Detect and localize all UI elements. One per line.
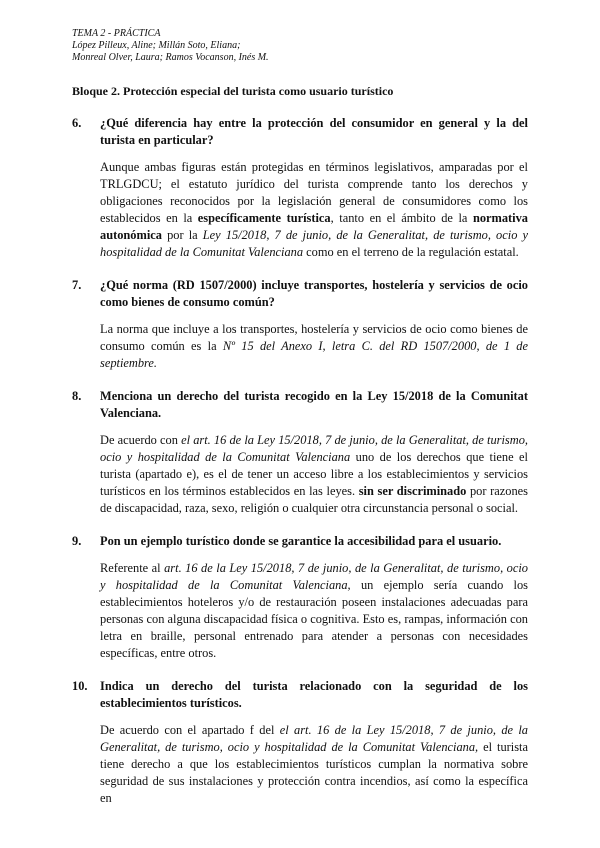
- question-text: ¿Qué diferencia hay entre la protección del consumidor en general y la del turista en particular?: [100, 116, 528, 147]
- answer-text: , tanto en el ámbito de la: [330, 211, 473, 225]
- question-10: [72, 678, 528, 712]
- question-text: Indica un derecho del turista relacionado con la seguridad de los establecimientos turísticos.: [100, 679, 528, 710]
- answer-text: por la: [161, 228, 203, 242]
- answer-citation: Nº 15 del Anexo I, letra C. del RD 1507/2000, de 1 de septiembre.: [100, 339, 528, 370]
- question-6: [72, 115, 528, 149]
- document-header: [72, 28, 528, 64]
- answer-citation: art. 16 de la Ley 15/2018, 7 de junio, de la Generalitat, de turismo, ocio y hospitalidad de la Comunitat Valenciana,: [100, 561, 528, 592]
- answer-text: como en el terreno de la regulación estatal.: [303, 245, 519, 259]
- question-text: ¿Qué norma (RD 1507/2000) incluye transportes, hostelería y servicios de ocio como bienes de consumo común?: [100, 278, 528, 309]
- answer-9: [100, 560, 528, 662]
- answer-text: De acuerdo con: [100, 433, 182, 447]
- block-title: Bloque 2. Protección especial del turista como usuario turístico: [72, 84, 394, 98]
- answer-citation: el art. 16 de la Ley 15/2018, 7 de junio, de la Generalitat, de turismo, ocio y hospitalidad de la Comunitat Valenciana,: [100, 723, 528, 754]
- answer-text: Aunque ambas figuras están protegidas en términos legislativos, amparadas por el TRLGDCU; el estatuto jurídico del turista comprende tanto los derechos y obligaciones reconocidos por la legislación general de consumidores como los establecidos en la: [100, 160, 528, 225]
- question-8: [72, 388, 528, 422]
- answer-text: un ejemplo sería cuando los establecimientos hoteleros y/o de restauración poseen instalaciones adecuadas para personas con alguna discapacidad física o cognitiva. Esto es, rampas, información con letra en braille, personal entrenado para atender a personas con necesidades específicas, entre otros.: [100, 578, 528, 660]
- answer-text: La norma que incluye a los transportes, hostelería y servicios de ocio como bienes de consumo común es la: [100, 322, 528, 353]
- answer-6: [100, 159, 528, 261]
- answer-10: [100, 722, 528, 807]
- answer-citation: Ley 15/2018, 7 de junio, de la Generalitat, de turismo, ocio y hospitalidad de la Comunitat Valenciana: [100, 228, 528, 259]
- question-number: 6.: [72, 116, 82, 130]
- answer-citation: el art. 16 de la Ley 15/2018, 7 de junio, de la Generalitat, de turismo, ocio y hospitalidad de la Comunitat Valenciana: [100, 433, 529, 464]
- header-title: TEMA 2 - PRÁCTICA: [72, 28, 161, 39]
- answer-text: uno de los derechos que tiene el turista (apartado e), es el de tener un acceso libre a los establecimientos y servicios turísticos en los términos establecidos en las leyes.: [100, 450, 528, 498]
- header-authors-2: Monreal Olver, Laura; Ramos Vocanson, Inés M.: [72, 52, 269, 63]
- question-number: 9.: [72, 534, 82, 548]
- answer-7: [100, 321, 528, 372]
- answer-bold: normativa autonómica: [100, 211, 528, 242]
- header-authors-1: López Pilleux, Aline; Millán Soto, Eliana;: [72, 40, 241, 51]
- answer-bold: sin ser discriminado: [358, 484, 467, 498]
- question-number: 8.: [72, 389, 82, 403]
- question-9: [72, 533, 528, 550]
- answer-bold: específicamente turística: [197, 211, 331, 225]
- answer-text: De acuerdo con el apartado f del: [100, 723, 280, 737]
- question-number: 7.: [72, 278, 82, 292]
- answer-text: el turista tiene derecho a que los establecimientos turísticos cumplan la normativa sobre seguridad de sus instalaciones y protección contra incendios, así como la específica en: [100, 740, 528, 805]
- question-text: Menciona un derecho del turista recogido en la Ley 15/2018 de la Comunitat Valenciana.: [100, 389, 528, 420]
- question-text: Pon un ejemplo turístico donde se garantice la accesibilidad para el usuario.: [100, 534, 502, 548]
- answer-text: Referente al: [100, 561, 165, 575]
- answer-text: por razones de discapacidad, raza, sexo, religión o cualquier otra circunstancia personal o social.: [100, 484, 528, 515]
- answer-8: [100, 432, 528, 517]
- question-7: [72, 277, 528, 311]
- question-number: 10.: [72, 679, 88, 693]
